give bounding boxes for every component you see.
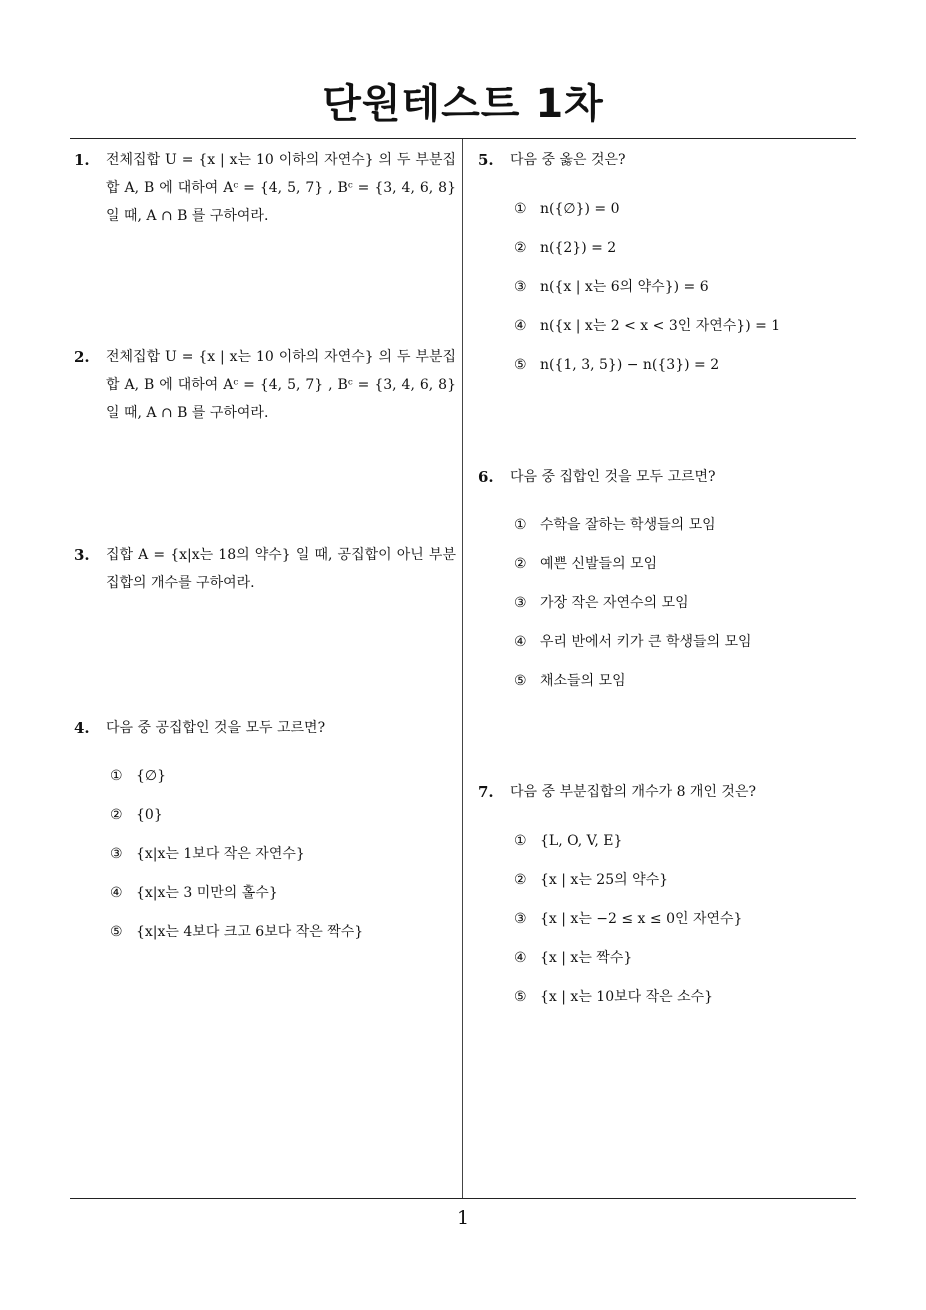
option-text: n({2}) = 2 [540, 240, 617, 256]
option-text: 채소들의 모임 [540, 673, 626, 689]
question-4-options [110, 766, 450, 946]
option-text: n({x | x는 2 < x < 3인 자연수}) = 1 [540, 318, 781, 334]
option-marker: ⑤ [110, 924, 123, 940]
option-1[interactable] [514, 831, 622, 851]
option-marker: ⑤ [514, 357, 527, 373]
question-5 [478, 146, 858, 176]
question-number: 1. [74, 151, 90, 169]
question-number: 5. [478, 151, 494, 169]
option-4[interactable] [514, 316, 780, 336]
question-number: 3. [74, 546, 90, 564]
question-text: 다음 중 부분집합의 개수가 8 개인 것은? [510, 784, 756, 800]
option-marker: ① [514, 201, 527, 217]
option-marker: ⑤ [514, 989, 527, 1005]
option-text: 수학을 잘하는 학생들의 모임 [540, 517, 716, 533]
question-text: 전체집합 U = {x | x는 10 이하의 자연수} 의 두 부분집합 A, B 에 대하여 Aᶜ = {4, 5, 7} , Bᶜ = {3, 4, 6, 8} 일 때, A ∩ B 를 구하여라. [106, 349, 456, 421]
question-1 [74, 146, 456, 236]
question-7-options [514, 831, 854, 1011]
question-number: 2. [74, 348, 90, 366]
option-4[interactable] [514, 632, 752, 652]
option-text: {x | x는 짝수} [540, 950, 633, 966]
question-text: 집합 A = {x|x는 18의 약수} 일 때, 공집합이 아닌 부분집합의 개수를 구하여라. [106, 547, 456, 591]
option-text: {x | x는 −2 ≤ x ≤ 0인 자연수} [540, 911, 743, 927]
option-2[interactable] [514, 238, 616, 258]
question-text: 다음 중 집합인 것을 모두 고르면? [510, 469, 716, 485]
footer-rule [70, 1198, 856, 1199]
option-marker: ② [110, 807, 123, 823]
option-1[interactable] [110, 766, 166, 786]
option-marker: ④ [514, 318, 527, 334]
question-7 [478, 778, 858, 808]
option-1[interactable] [514, 515, 716, 535]
option-3[interactable] [110, 844, 305, 864]
option-4[interactable] [110, 883, 278, 903]
option-marker: ③ [110, 846, 123, 862]
option-marker: ① [110, 768, 123, 784]
option-1[interactable] [514, 199, 620, 219]
question-text: 다음 중 옳은 것은? [510, 152, 626, 168]
option-text: n({1, 3, 5}) − n({3}) = 2 [540, 357, 720, 373]
option-marker: ④ [110, 885, 123, 901]
question-number: 6. [478, 468, 494, 486]
option-text: {L, O, V, E} [540, 833, 623, 849]
option-text: {x | x는 25의 약수} [540, 872, 669, 888]
option-text: 가장 작은 자연수의 모임 [540, 595, 689, 611]
option-2[interactable] [514, 554, 657, 574]
question-text: 전체집합 U = {x | x는 10 이하의 자연수} 의 두 부분집합 A, B 에 대하여 Aᶜ = {4, 5, 7} , Bᶜ = {3, 4, 6, 8} 일 때, A ∩ B 를 구하여라. [106, 152, 456, 224]
option-text: n({∅}) = 0 [540, 201, 620, 217]
column-divider [462, 139, 463, 1198]
option-marker: ④ [514, 634, 527, 650]
option-text: n({x | x는 6의 약수}) = 6 [540, 279, 709, 295]
option-text: {x|x는 1보다 작은 자연수} [136, 846, 305, 862]
question-5-options [514, 199, 854, 379]
option-5[interactable] [514, 987, 713, 1007]
option-2[interactable] [514, 870, 668, 890]
question-number: 4. [74, 719, 90, 737]
question-2 [74, 343, 456, 433]
option-text: {0} [136, 807, 163, 823]
option-5[interactable] [110, 922, 363, 942]
page-title: 단원테스트 1차 [322, 81, 604, 127]
option-3[interactable] [514, 909, 742, 929]
option-text: 우리 반에서 키가 큰 학생들의 모임 [540, 634, 752, 650]
option-marker: ② [514, 556, 527, 572]
option-text: {∅} [136, 768, 167, 784]
option-text: {x|x는 3 미만의 홀수} [136, 885, 278, 901]
header-rule [70, 138, 856, 139]
option-4[interactable] [514, 948, 632, 968]
option-marker: ③ [514, 911, 527, 927]
option-text: {x|x는 4보다 크고 6보다 작은 짝수} [136, 924, 364, 940]
option-5[interactable] [514, 671, 626, 691]
option-marker: ① [514, 517, 527, 533]
question-4 [74, 714, 456, 744]
option-marker: ④ [514, 950, 527, 966]
option-2[interactable] [110, 805, 163, 825]
option-marker: ② [514, 872, 527, 888]
option-text: 예쁜 신발들의 모임 [540, 556, 658, 572]
question-number: 7. [478, 783, 494, 801]
option-5[interactable] [514, 355, 719, 375]
option-3[interactable] [514, 277, 709, 297]
page-number: 1 [456, 1207, 470, 1229]
question-3 [74, 541, 456, 601]
option-3[interactable] [514, 593, 689, 613]
option-marker: ① [514, 833, 527, 849]
option-marker: ⑤ [514, 673, 527, 689]
option-marker: ② [514, 240, 527, 256]
option-marker: ③ [514, 595, 527, 611]
question-6 [478, 463, 858, 493]
option-text: {x | x는 10보다 작은 소수} [540, 989, 714, 1005]
question-text: 다음 중 공집합인 것을 모두 고르면? [106, 720, 326, 736]
option-marker: ③ [514, 279, 527, 295]
question-6-options [514, 515, 854, 695]
